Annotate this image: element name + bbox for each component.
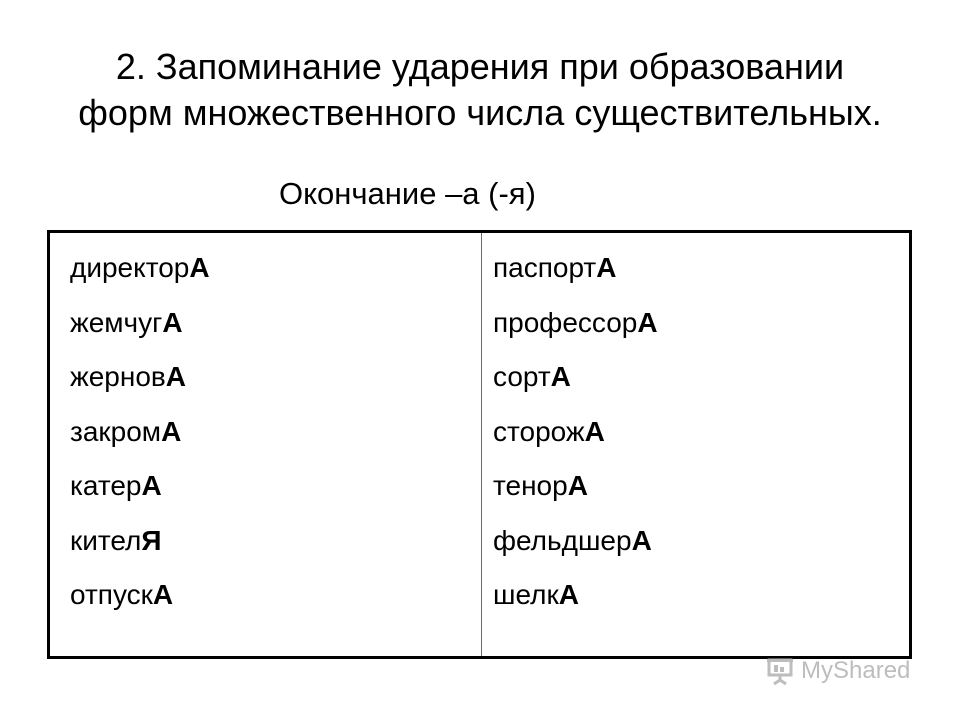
word-item [70, 568, 481, 623]
word-stem: закром [70, 415, 162, 447]
word-stem: жернов [70, 361, 166, 392]
word-item [70, 350, 481, 405]
word-stem: жемчуг [70, 306, 163, 338]
stressed-ending: А [189, 252, 210, 283]
stressed-ending: А [637, 306, 658, 338]
stressed-ending: А [152, 579, 174, 610]
slide-title-line-2: форм множественного числа существительных. [78, 92, 882, 133]
word-item [70, 514, 481, 569]
word-stem: сторож [493, 415, 585, 447]
word-stem: сорт [493, 361, 551, 392]
word-item [70, 296, 481, 351]
word-item [493, 241, 909, 296]
stressed-ending: А [631, 524, 652, 556]
stressed-ending: А [165, 361, 187, 392]
word-stem: отпуск [70, 579, 153, 610]
word-item [70, 459, 481, 514]
left-column [50, 233, 482, 656]
slide-subtitle: Окончание –а (-я) [279, 176, 536, 211]
stressed-ending: А [558, 579, 579, 610]
word-item [70, 405, 481, 460]
slide-title [0, 44, 960, 136]
word-stem: катер [70, 470, 142, 501]
projector-screen-icon [765, 656, 795, 686]
word-item [70, 241, 481, 296]
stressed-ending: А [596, 252, 617, 283]
word-stem: фельдшер [493, 524, 632, 556]
word-stem: кител [70, 524, 142, 556]
word-item [493, 568, 909, 623]
slide-title-line-1: 2. Запоминание ударения при образовании [115, 46, 845, 87]
stressed-ending: А [550, 361, 571, 392]
stressed-ending: А [161, 415, 182, 447]
word-stem: шелк [493, 579, 559, 610]
word-stem: паспорт [493, 252, 597, 283]
stressed-ending: А [567, 470, 588, 501]
word-item [493, 514, 909, 569]
watermark-text: MyShared [801, 657, 911, 684]
stressed-ending: Я [141, 524, 162, 556]
word-stem: тенор [493, 470, 568, 501]
watermark [765, 656, 910, 686]
word-item [493, 296, 909, 351]
word-item [493, 459, 909, 514]
stressed-ending: А [141, 470, 162, 501]
word-stem: профессор [493, 306, 638, 338]
stressed-ending: А [162, 306, 183, 338]
word-item [493, 350, 909, 405]
word-stem: директор [70, 252, 190, 283]
right-column [482, 233, 909, 656]
word-item [493, 405, 909, 460]
stressed-ending: А [584, 415, 605, 447]
word-table [47, 230, 912, 659]
